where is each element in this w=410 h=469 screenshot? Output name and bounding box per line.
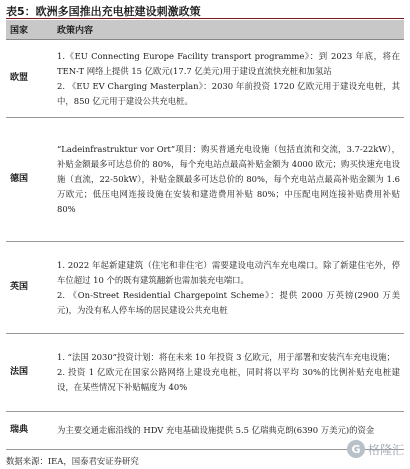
policy-paragraph: 为主要交通走廊沿线的 HDV 充电基础设施提供 5.5 亿瑞典克朗(6390 万美元)的资金 xyxy=(57,425,375,435)
source-note: 数据来源：IEA，国泰君安证券研究 xyxy=(6,456,139,466)
country-cell: 瑞典 xyxy=(6,412,53,450)
content-cell xyxy=(53,334,404,412)
policy-paragraph: 2. 《EU EV Charging Masterplan》：2030 年前投资 1720 亿欧元用于建设充电桩，其中，850 亿元用于建设公共充电桩。 xyxy=(57,80,400,106)
table-row xyxy=(6,40,404,118)
watermark-text: 格隆汇 xyxy=(367,442,404,457)
policy-paragraph: “Ladeinfrastruktur vor Ort”项目：购买普通充电设施（包括直流和交流，3.7-22kW），补贴金额最多可达总价的 80%，每个充电站点最高补贴金额为 4000 欧元；购买快速充电设施（直流，22-50kW），补贴金额最多可达总价的 80%，每个充电站点最高补贴金额为 1.6 万欧元；低压电网连接设施在安装和建造费用补贴 80%；中压配电网连接补贴费用补贴 80% xyxy=(57,144,400,214)
policy-paragraph: 1. “法国 2030”投资计划：将在未来 10 年投资 3 亿欧元，用于部署和安装汽车充电设施； xyxy=(57,352,395,362)
header-content: 政策内容 xyxy=(53,20,404,40)
policy-paragraph: 1. 2022 年起新建建筑（住宅和非住宅）需要建设电动汽车充电端口。除了新建住宅外，停车位超过 10 个的既有建筑翻新也需加装充电端口。 xyxy=(57,259,400,285)
country-cell: 德国 xyxy=(6,118,53,242)
country-cell: 法国 xyxy=(6,334,53,412)
watermark xyxy=(347,440,404,458)
table-title: 表5：欧洲多国推出充电桩建设刺激政策 xyxy=(6,5,201,18)
table-row xyxy=(6,412,404,450)
header-country: 国家 xyxy=(6,20,53,40)
policy-table xyxy=(6,20,404,450)
country-cell: 欧盟 xyxy=(6,40,53,118)
content-cell xyxy=(53,40,404,118)
country-cell: 英国 xyxy=(6,242,53,334)
gelonghui-logo-icon: G xyxy=(347,440,365,458)
header-row xyxy=(6,20,404,40)
table-row xyxy=(6,242,404,334)
policy-paragraph: 2. 《On-Street Residential Chargepoint Scheme》：提供 2000 万英镑(2900 万美元)，为没有私人停车场的居民建设公共充电桩 xyxy=(57,289,400,315)
table-row xyxy=(6,118,404,242)
title-divider xyxy=(6,18,404,19)
policy-paragraph: 2. 投资 1 亿欧元在国家公路网络上建设充电桩，同时将以平均 30%的比例补贴充电桩建设，在某些情况下补贴幅度为 40% xyxy=(57,367,400,392)
content-cell xyxy=(53,242,404,334)
table-row xyxy=(6,334,404,412)
policy-paragraph: 1.《EU Connecting Europe Facility transport programme》：到 2023 年底，将在 TEN-T 网络上提供 15 亿欧元(17.7 亿美元)用于建设直流快充桩和加氢站 xyxy=(57,50,400,76)
content-cell xyxy=(53,118,404,242)
